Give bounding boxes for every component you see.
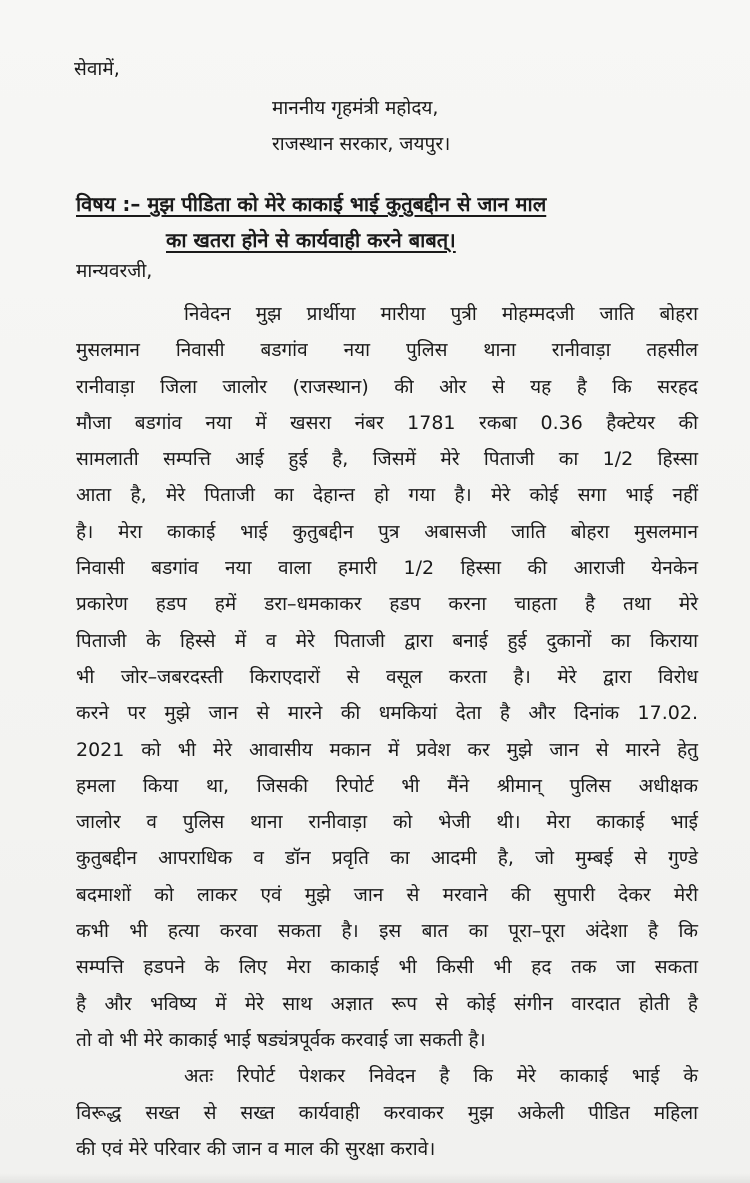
- body-line: तो वो भी मेरे काकाई भाई षड्यंत्रपूर्वक करवाई जा सकती है।: [76, 1028, 486, 1051]
- body-line: आता है, मेरे पिताजी का देहान्त हो गया है। मेरे कोई सगा भाई नहीं: [76, 484, 698, 507]
- body-line: की एवं मेरे परिवार की जान व माल की सुरक्षा करावे।: [76, 1137, 436, 1160]
- body-line: जालोर व पुलिस थाना रानीवाड़ा को भेजी थी। मेरा काकाई भाई: [76, 811, 698, 834]
- body-line: बदमाशों को लाकर एवं मुझे जान से मरवाने की सुपारी देकर मेरी: [76, 883, 698, 906]
- body-line: कुतुबद्दीन आपराधिक व डॉन प्रवृति का आदमी है, जो मुम्बई से गुण्डे: [76, 847, 698, 870]
- body-line: कभी भी हत्या करवा सकता है। इस बात का पूरा–पूरा अंदेशा है कि: [76, 920, 698, 943]
- body-line: हमला किया था, जिसकी रिपोर्ट भी मैंने श्रीमान् पुलिस अधीक्षक: [76, 774, 698, 797]
- body-line: रानीवाड़ा जिला जालोर (राजस्थान) की ओर से यह है कि सरहद: [76, 375, 698, 398]
- subject-line-1: विषय :– मुझ पीडिता को मेरे काकाई भाई कुतुबद्दीन से जान माल: [76, 192, 547, 216]
- greeting: मान्यवरजी,: [76, 260, 153, 282]
- addressee-block: [272, 90, 450, 162]
- body-line: भी जोर–जबरदस्ती किराएदारों से वसूल करता है। मेरे द्वारा विरोध: [76, 665, 698, 688]
- body-line: निवासी बडगांव नया वाला हमारी 1/2 हिस्सा की आराजी येनकेन: [76, 557, 698, 580]
- body-line: प्रकारेण हडप हमें डरा–धमकाकर हडप करना चाहता है तथा मेरे: [76, 593, 698, 616]
- salutation: सेवामें,: [74, 58, 120, 80]
- letter-body: [76, 296, 698, 1167]
- body-line: निवेदन मुझ प्रार्थीया मारीया पुत्री मोहम्मदजी जाति बोहरा: [184, 303, 698, 325]
- body-line: अतः रिपोर्ट पेशकर निवेदन है कि मेरे काकाई भाई के: [184, 1065, 698, 1088]
- subject-heading: [76, 186, 696, 258]
- addressee-line-2: राजस्थान सरकार, जयपुर।: [272, 133, 451, 155]
- body-line: सामलाती सम्पत्ति आई हुई है, जिसमें मेरे पिताजी का 1/2 हिस्सा: [76, 448, 698, 471]
- body-line: 2021 को भी मेरे आवासीय मकान में प्रवेश कर मुझे जान से मारने हेतु: [76, 738, 698, 761]
- body-line: सम्पत्ति हडपने के लिए मेरा काकाई भी किसी भी हद तक जा सकता: [76, 956, 698, 979]
- body-line: करने पर मुझे जान से मारने की धमकियां देता है और दिनांक 17.02.: [76, 702, 698, 725]
- page-edge-shadow: [0, 1173, 750, 1183]
- body-line: पिताजी के हिस्से में व मेरे पिताजी द्वारा बनाई हुई दुकानों का किराया: [76, 629, 698, 652]
- body-line: है और भविष्य में मेरे साथ अज्ञात रूप से कोई संगीन वारदात होती है: [76, 992, 698, 1015]
- subject-line-2: का खतरा होने से कार्यवाही करने बाबत्।: [166, 228, 456, 252]
- addressee-line-1: माननीय गृहमंत्री महोदय,: [272, 97, 439, 119]
- body-line: मौजा बडगांव नया में खसरा नंबर 1781 रकबा 0.36 हैक्टेयर की: [76, 411, 698, 434]
- body-line: है। मेरा काकाई भाई कुतुबद्दीन पुत्र अबासजी जाति बोहरा मुसलमान: [76, 520, 698, 543]
- body-line: मुसलमान निवासी बडगांव नया पुलिस थाना रानीवाड़ा तहसील: [76, 339, 698, 362]
- body-line: विरूद्ध सख्त से सख्त कार्यवाही करवाकर मुझ अकेली पीडित महिला: [76, 1101, 698, 1124]
